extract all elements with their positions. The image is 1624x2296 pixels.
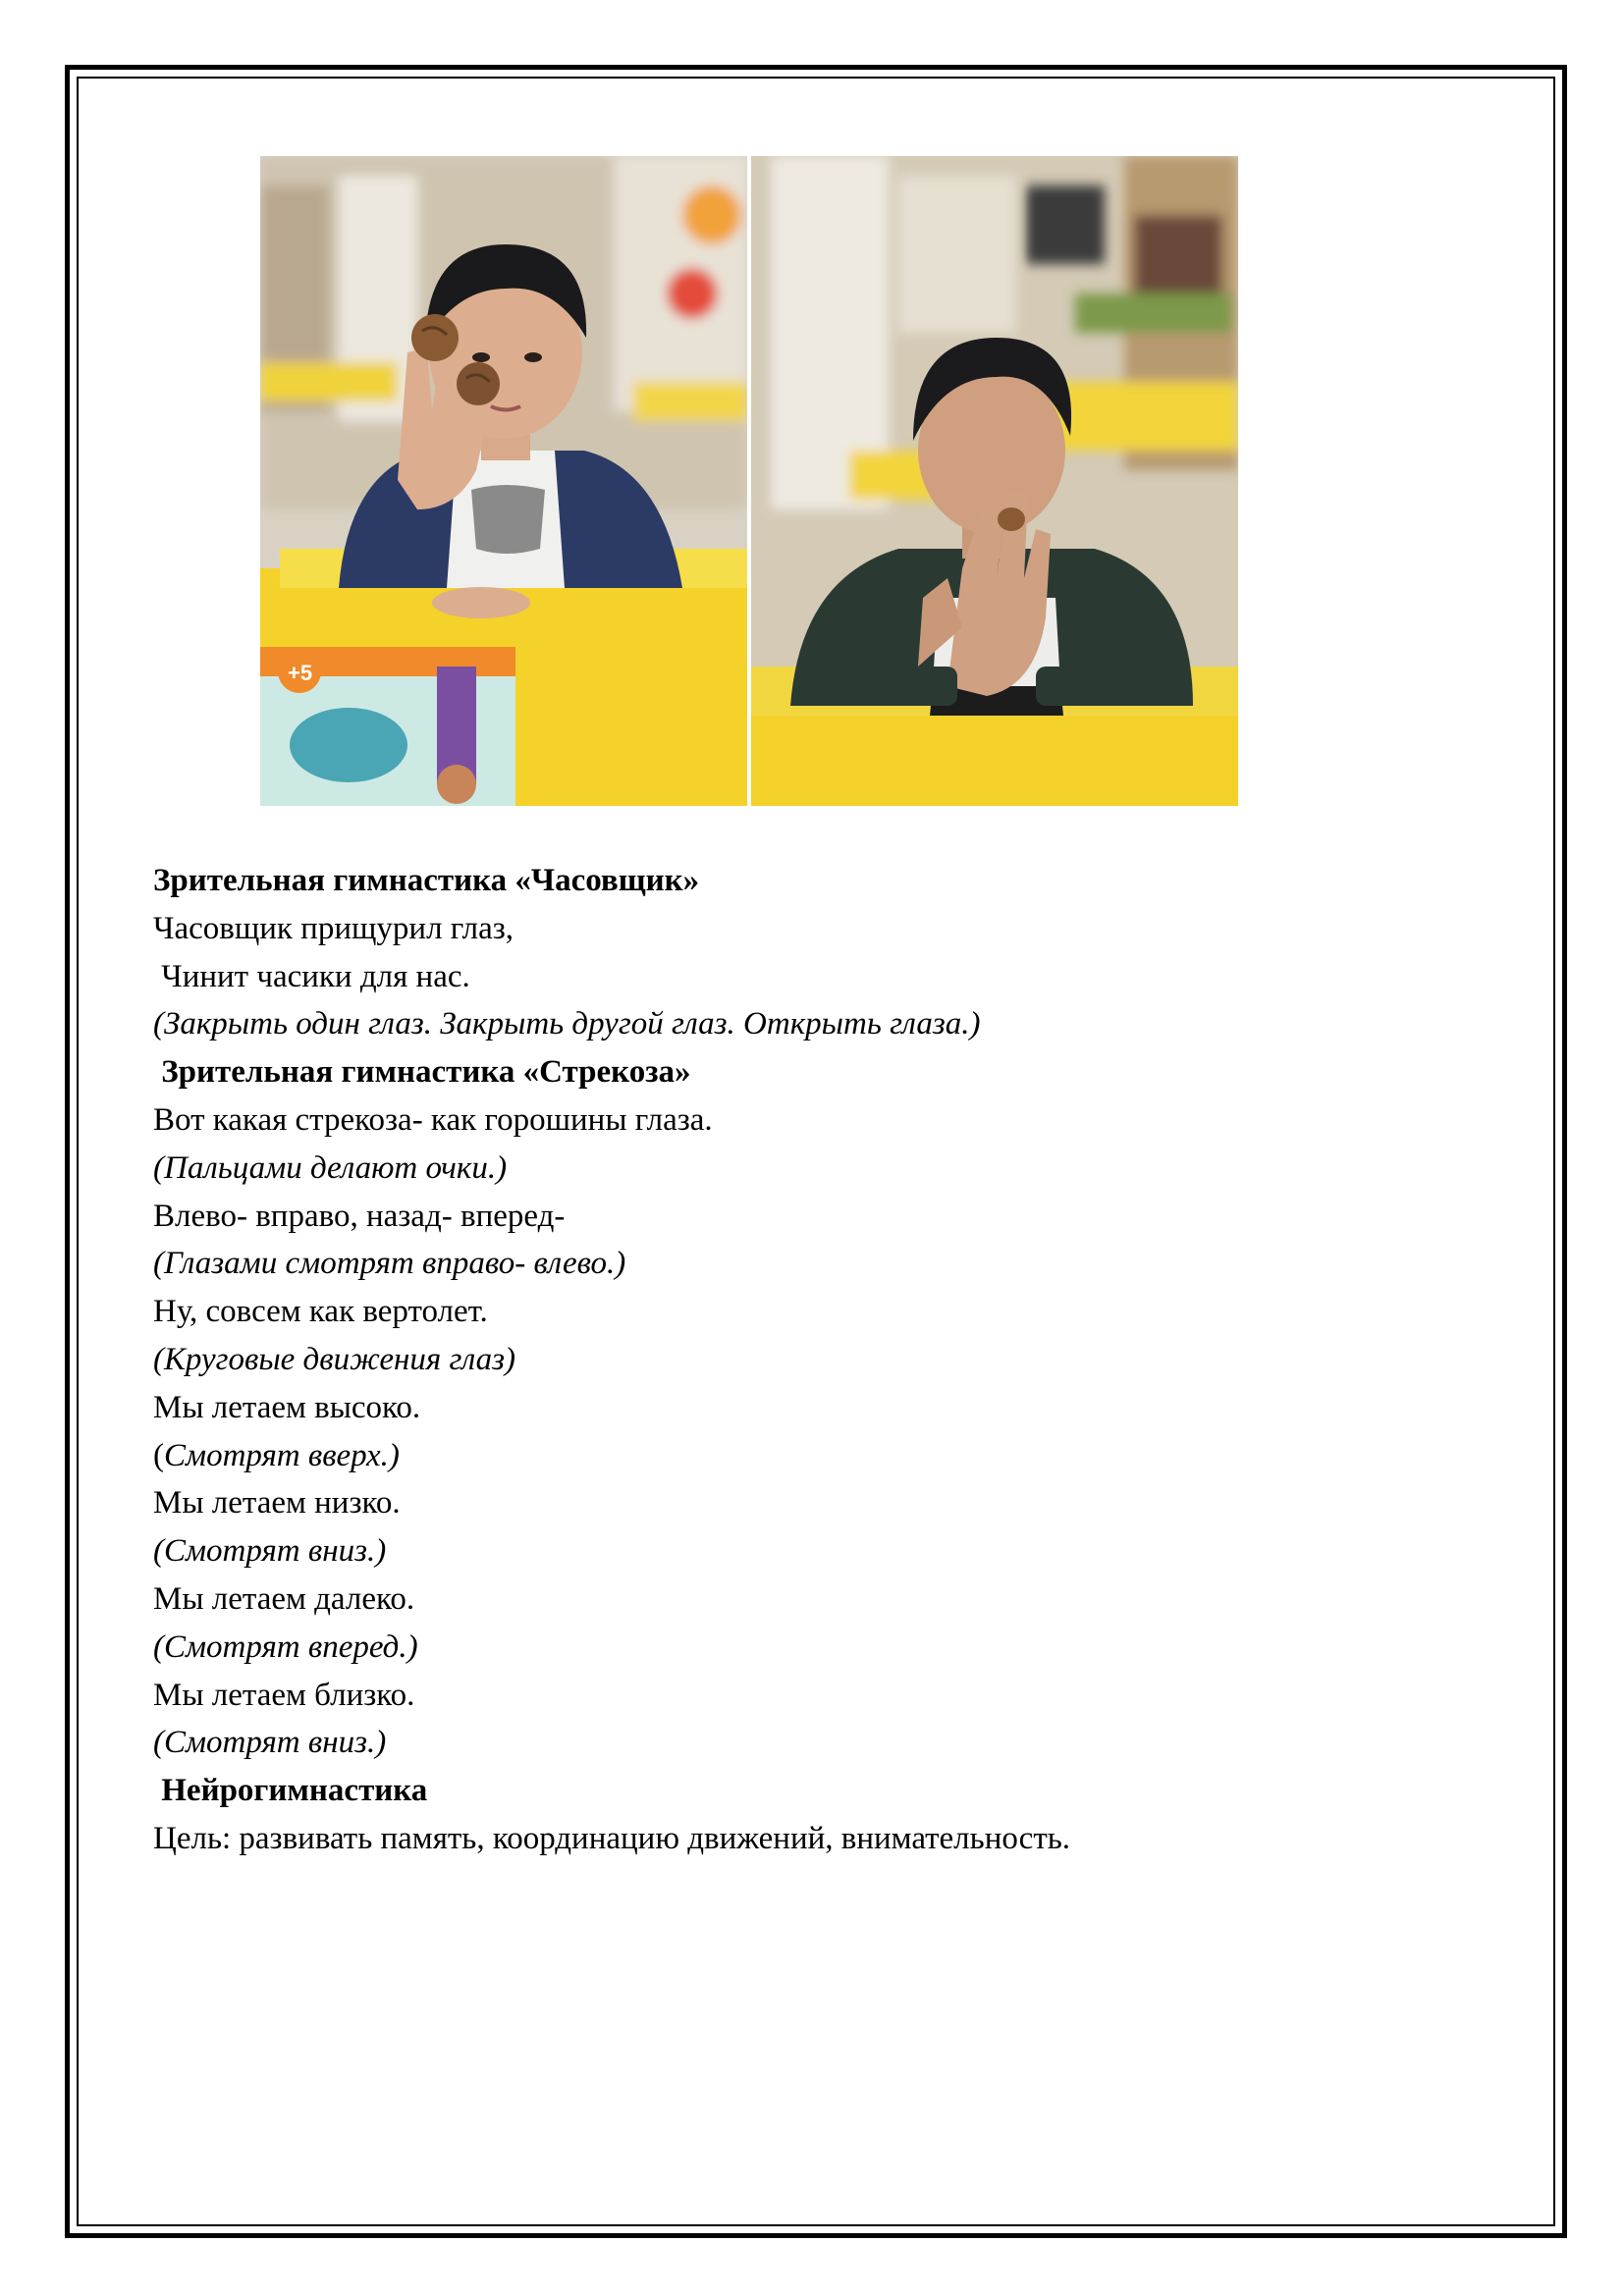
text-line [153, 1479, 1489, 1527]
text-line [153, 1815, 1489, 1863]
text-line-content: Чинит часики для нас. [153, 958, 470, 994]
text-line [153, 1240, 1489, 1288]
text-line-content: (Глазами смотрят вправо- влево.) [153, 1246, 626, 1282]
svg-text:+5: +5 [288, 661, 313, 685]
text-line [153, 1527, 1489, 1575]
text-line [153, 857, 1489, 905]
text-line-content: (Закрыть один глаз. Закрыть другой глаз. Открыть глаза.) [153, 1006, 981, 1042]
text-line [153, 1193, 1489, 1241]
text-line [153, 1145, 1489, 1193]
text-line [153, 1384, 1489, 1432]
text-line [153, 1719, 1489, 1767]
photo-row [260, 156, 1238, 806]
text-line-content: Нейрогимнастика [153, 1773, 428, 1809]
text-line-content: Мы летаем близко. [153, 1677, 415, 1713]
text-line-content: Ну, совсем как вертолет. [153, 1294, 488, 1330]
text-line-italic-part: Смотрят вверх.) [164, 1437, 400, 1473]
text-line-content: Зрительная гимнастика «Часовщик» [153, 863, 700, 898]
text-line [153, 1336, 1489, 1384]
text-line-content: (Круговые движения глаз) [153, 1341, 516, 1377]
document-text [153, 857, 1489, 1863]
text-line-content: (Смотрят вниз.) [153, 1725, 387, 1761]
photo-boy-hands-glasses [751, 156, 1238, 806]
photo-boy-with-walnuts [260, 156, 747, 806]
text-line [153, 1624, 1489, 1672]
text-line [153, 1575, 1489, 1624]
text-line-content: Зрительная гимнастика «Стрекоза» [153, 1054, 691, 1091]
text-line [153, 1096, 1489, 1145]
text-line [153, 953, 1489, 1001]
text-line-content: (Смотрят вниз.) [153, 1533, 387, 1570]
text-line [153, 1048, 1489, 1096]
text-line-content: Цель: развивать память, координацию движений, внимательность. [153, 1820, 1071, 1856]
text-line [153, 1288, 1489, 1336]
text-line-content: (Смотрят вперед.) [153, 1629, 418, 1665]
text-line-content: Мы летаем далеко. [153, 1580, 415, 1617]
text-line-content: Вот какая стрекоза- как горошины глаза. [153, 1101, 713, 1138]
text-line [153, 905, 1489, 953]
text-line [153, 1000, 1489, 1048]
text-line-content: Влево- вправо, назад- вперед- [153, 1198, 566, 1234]
text-line [153, 1767, 1489, 1815]
text-line-content: Часовщик прищурил глаз, [153, 910, 514, 946]
text-line-content: ( [153, 1437, 164, 1473]
text-line-content: Мы летаем низко. [153, 1485, 401, 1522]
text-line [153, 1432, 1489, 1480]
text-line-content: (Пальцами делают очки.) [153, 1149, 508, 1186]
text-line [153, 1672, 1489, 1720]
text-line-content: Мы летаем высоко. [153, 1389, 421, 1425]
